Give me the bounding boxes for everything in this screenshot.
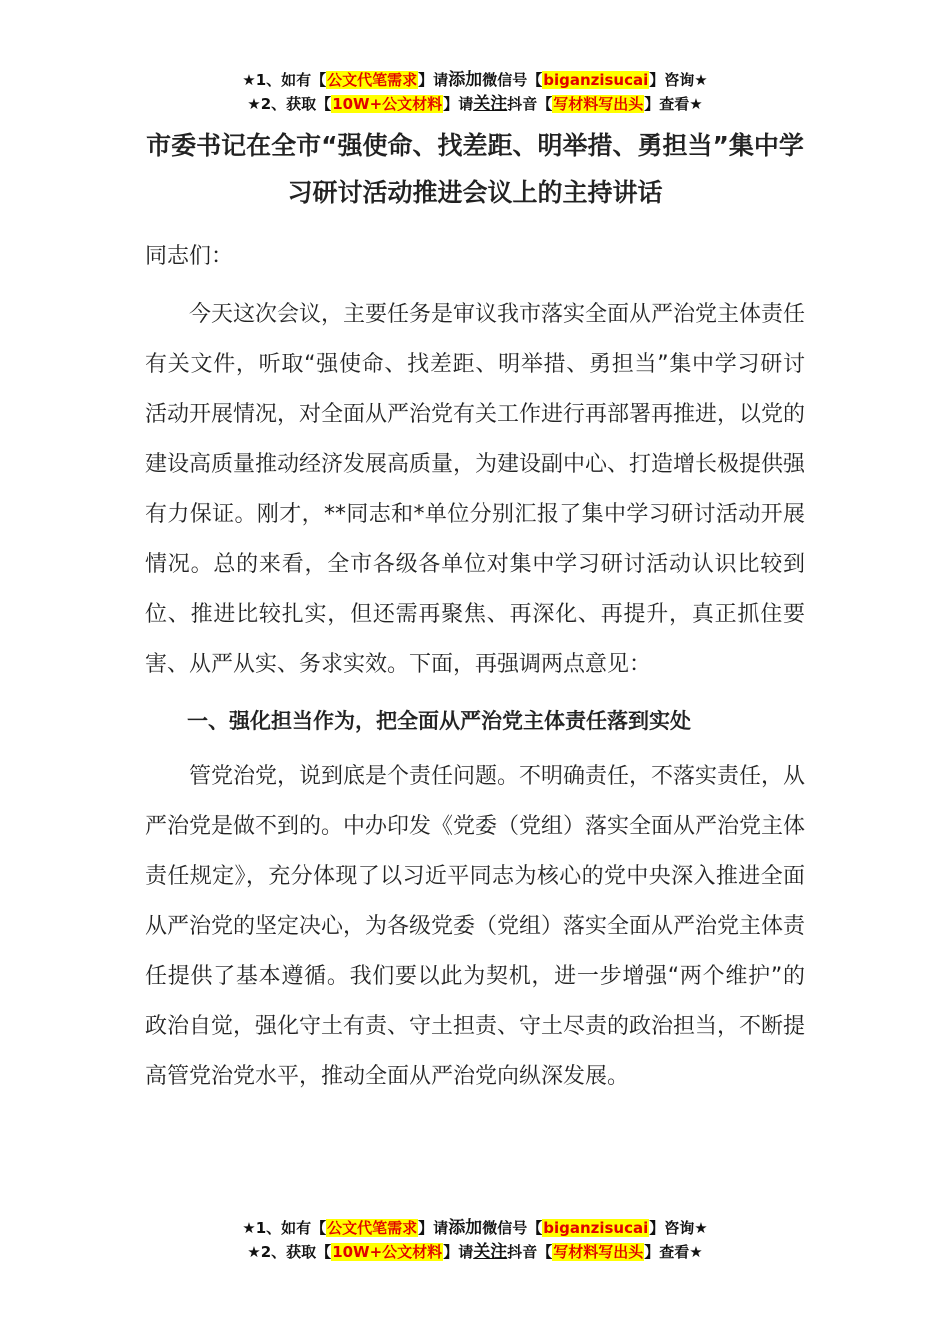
star-icon: ★: [689, 95, 703, 113]
document-title: 市委书记在全市“强使命、找差距、明举措、勇担当”集中学习研讨活动推进会议上的主持讲话: [146, 131, 804, 207]
highlight-service: 公文代笔需求: [327, 71, 418, 89]
footer-banner: [0, 1216, 950, 1264]
star-icon: ★: [694, 1219, 708, 1237]
highlight-wechat-id: biganzisucai: [543, 71, 649, 89]
paragraph-1: 今天这次会议，主要任务是审议我市落实全面从严治党主体责任有关文件，听取“强使命、找差距、明举措、勇担当”集中学习研讨活动开展情况，对全面从严治党有关工作进行再部署再推进，以党的建设高质量推动经济发展高质量，为建设副中心、打造增长极提供强有力保证。刚才，**同志和*单位分别汇报了集中学习研讨活动开展情况。总的来看，全市各级各单位对集中学习研讨活动认识比较到位、推进比较扎实，但还需再聚焦、再深化、再提升，真正抓住要害、从严从实、务求实效。下面，再强调两点意见：: [145, 302, 806, 677]
highlight-wechat-id: biganzisucai: [543, 1219, 649, 1237]
banner-line-2: ★2、获取【10W+公文材料】请关注抖音【写材料写出头】查看★: [247, 94, 703, 114]
highlight-materials: 10W+公文材料: [332, 95, 443, 113]
star-icon: ★: [247, 95, 261, 113]
star-icon: ★: [694, 71, 708, 89]
banner-line-1: ★1、如有【公文代笔需求】请添加微信号【biganzisucai】咨询★: [242, 1218, 708, 1238]
star-icon: ★: [247, 1243, 261, 1261]
highlight-materials: 10W+公文材料: [332, 1243, 443, 1261]
star-icon: ★: [242, 71, 256, 89]
highlight-service: 公文代笔需求: [327, 1219, 418, 1237]
banner-line-1: ★1、如有【公文代笔需求】请添加微信号【biganzisucai】咨询★: [242, 70, 708, 90]
highlight-douyin-id: 写材料写出头: [553, 1243, 644, 1261]
header-banner: [0, 68, 950, 116]
star-icon: ★: [689, 1243, 703, 1261]
section-heading-1: 一、强化担当作为，把全面从严治党主体责任落到实处: [187, 709, 691, 733]
document-body: [145, 232, 805, 1102]
banner-line-2: ★2、获取【10W+公文材料】请关注抖音【写材料写出头】查看★: [247, 1242, 703, 1262]
paragraph-2: 管党治党，说到底是个责任问题。不明确责任，不落实责任，从严治党是做不到的。中办印发《党委（党组）落实全面从严治党主体责任规定》，充分体现了以习近平同志为核心的党中央深入推进全面从严治党的坚定决心，为各级党委（党组）落实全面从严治党主体责任提供了基本遵循。我们要以此为契机，进一步增强“两个维护”的政治自觉，强化守土有责、守土担责、守土尽责的政治担当，不断提高管党治党水平，推动全面从严治党向纵深发展。: [145, 764, 806, 1089]
highlight-douyin-id: 写材料写出头: [553, 95, 644, 113]
salutation: 同志们：: [145, 244, 234, 269]
star-icon: ★: [242, 1219, 256, 1237]
